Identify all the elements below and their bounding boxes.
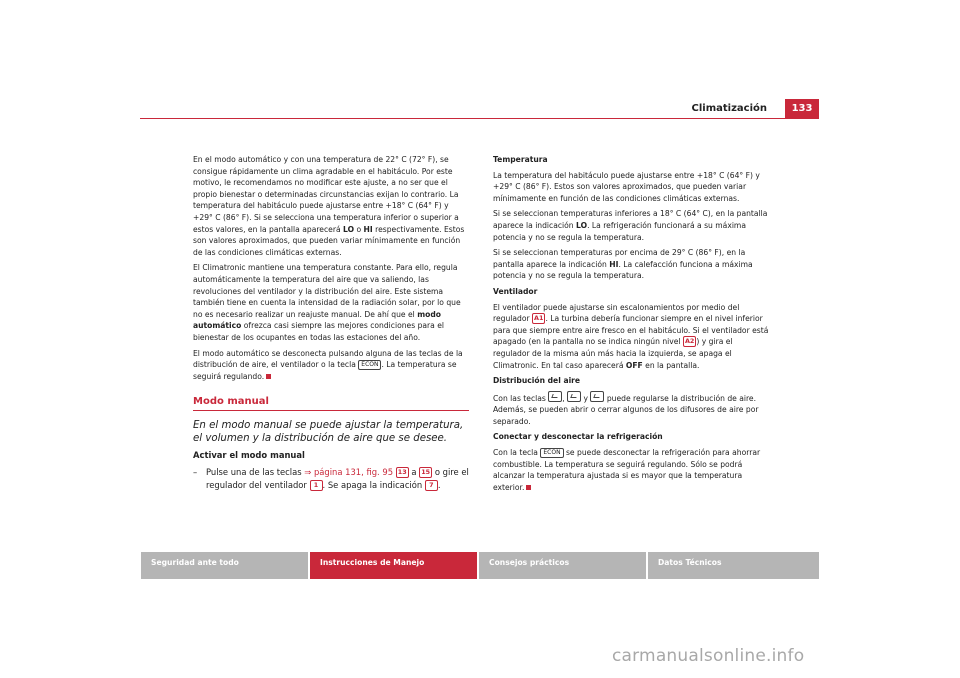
end-of-section-square-icon — [266, 374, 271, 379]
step-item: – Pulse una de las teclas ⇒ página 131, fig. 95 13 a 15 o gire el regulador del ventilador 1 . Se apaga la indicación 7 . — [193, 466, 469, 490]
page-number: 133 — [785, 99, 819, 118]
footer-tab-practical-tips[interactable]: Consejos prácticos — [479, 552, 646, 579]
subheading-air-distribution: Distribución del aire — [493, 376, 581, 386]
callout-1: 1 — [310, 480, 323, 491]
chapter-title: Climatización — [691, 103, 767, 114]
paragraph-fan: El ventilador puede ajustarse sin escalonamientos por medio del regulador A1 . La turbina debería funcionar siempre en el nivel inferior para que siempre entre aire fresco en el habitáculo. Si el ventilador está apagado (en la pantalla no se indica ningún nivel A2 ) y gira el regulador de la misma aún más hacia la izquierda, se apaga el Climatronic. En tal caso aparecerá OFF en la pantalla. — [493, 302, 769, 370]
left-column — [193, 154, 469, 492]
page-reference-link[interactable]: ⇒ página 131, fig. 95 — [304, 466, 394, 477]
section-rule — [193, 410, 469, 411]
paragraph-auto-mode: En el modo automático y con una temperatura de 22° C (72° F), se consigue rápidamente un clima agradable en el habitáculo. Por este motivo, le recomendamos no modificar este ajuste, a no ser que el propio bienestar o determinadas circunstancias exijan lo contrario. La temperatura del habitáculo puede ajustarse entre +18° C (64° F) y +29° C (86° F). Si se selecciona una temperatura inferior o superior a estos valores, en la pantalla aparecerá LO o HI respectivamente. Estos son valores aproximados, que pueden variar mínimamente en función de las condiciones climáticas externas. — [193, 155, 465, 257]
action-title: Activar el modo manual — [193, 450, 305, 461]
air-distribution-footwell-icon — [590, 391, 604, 402]
paragraph-air-distribution: Con las teclas , y puede regularse la distribución de aire. Además, se pueden abrir o cerrar algunos de los difusores de aire por separado. — [493, 391, 769, 428]
callout-a2: A2 — [684, 337, 695, 346]
paragraph-temperature-range: La temperatura del habitáculo puede ajustarse entre +18° C (64° F) y +29° C (86° F). Estos son valores aproximados, que pueden variar mínimamente en función de las condiciones climáticas externas. — [493, 170, 760, 203]
callout-13: 13 — [396, 467, 409, 478]
paragraph-temperature-lo: Si se seleccionan temperaturas inferiores a 18° C (64° C), en la pantalla aparece la indicación LO. La refrigeración funcionará a su máxima potencia y no se regula la temperatura. — [493, 209, 768, 242]
footer-tab-safety[interactable]: Seguridad ante todo — [141, 552, 308, 579]
section-title-manual-mode: Modo manual — [193, 396, 269, 408]
callout-a1: A1 — [534, 314, 544, 323]
header-rule — [140, 118, 819, 119]
econ-key-label: ECON — [540, 448, 563, 458]
step-dash: – — [193, 466, 198, 477]
paragraph-auto-off: El modo automático se desconecta pulsando alguna de las teclas de la distribución de aire, el ventilador o la tecla ECON . La temperatura se seguirá regulando. — [193, 348, 463, 381]
right-column — [493, 154, 769, 497]
lead-text: En el modo manual se puede ajustar la temperatura, el volumen y la distribución de aire que se desee. — [193, 419, 464, 445]
watermark: carmanualsonline.info — [612, 646, 805, 666]
footer-tab-operating-instructions[interactable]: Instrucciones de Manejo — [310, 552, 477, 579]
subheading-fan: Ventilador — [493, 286, 538, 296]
subheading-temperature: Temperatura — [493, 155, 548, 164]
econ-key-label: ECON — [358, 360, 381, 370]
paragraph-climatronic: El Climatronic mantiene una temperatura constante. Para ello, regula automáticamente la temperatura del aire que va saliendo, las revoluciones del ventilador y la distribución del aire. Este sistema también tiene en cuenta la intensidad de la radiación solar, por lo que no es necesario realizar un reajuste manual. De ahí que el modo automático ofrezca casi siempre las mejores condiciones para el bienestar de los ocupantes en todas las estaciones del año. — [193, 263, 461, 342]
air-distribution-windshield-icon — [548, 391, 562, 402]
callout-15: 15 — [419, 467, 432, 478]
air-distribution-upper-body-icon — [567, 391, 581, 402]
subheading-air-conditioning: Conectar y desconectar la refrigeración — [493, 432, 663, 442]
footer-tab-technical-data[interactable]: Datos Técnicos — [648, 552, 819, 579]
end-of-section-square-icon — [526, 485, 531, 490]
callout-7: 7 — [425, 480, 438, 491]
paragraph-air-conditioning: Con la tecla ECON se puede desconectar la refrigeración para ahorrar combustible. La temperatura se seguirá regulando. Sólo se podrá alcanzar la temperatura ajustada si es mayor que la temperatura exterior. — [493, 448, 761, 492]
paragraph-temperature-hi: Si se seleccionan temperaturas por encima de 29° C (86° F), en la pantalla aparece la indicación HI. La calefacción funciona a máxima potencia y no se regula la temperatura. — [493, 248, 753, 281]
